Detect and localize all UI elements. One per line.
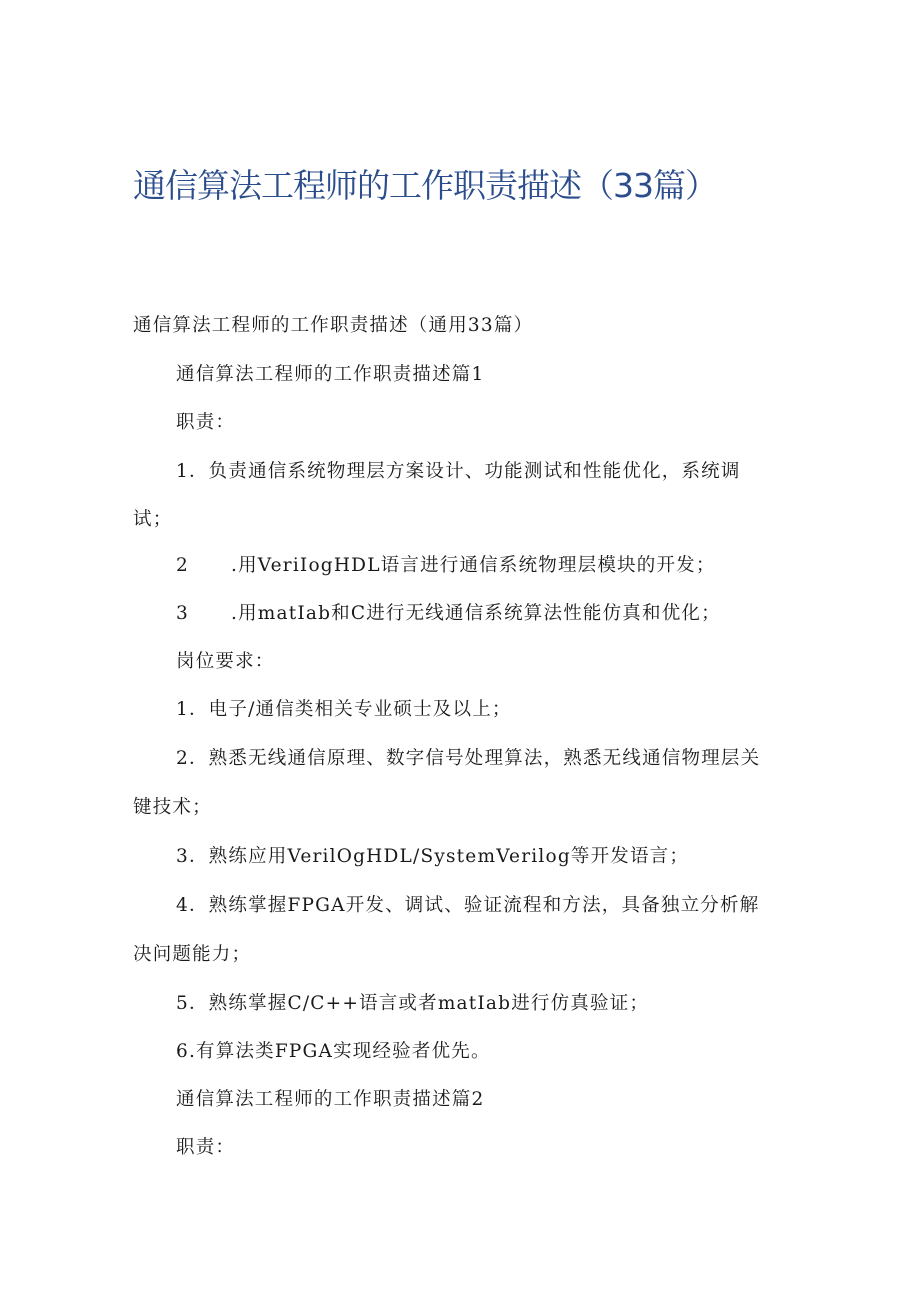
requirement-item-4-continued: 决问题能力；	[133, 944, 252, 965]
requirement-item-1: 1．电子/通信类相关专业硕士及以上；	[176, 699, 512, 720]
duty-item-3	[176, 602, 721, 626]
requirement-item-5: 5．熟练掌握C/C++语言或者matIab进行仿真验证；	[176, 993, 650, 1014]
duty-item-2	[176, 554, 716, 578]
document-subtitle: 通信算法工程师的工作职责描述（通用33篇）	[133, 315, 534, 336]
duty-item-1-continued: 试；	[133, 509, 173, 530]
requirement-item-3: 3．熟练应用VerilOgHDL/SystemVerilog等开发语言；	[176, 846, 690, 867]
requirement-item-2: 2．熟悉无线通信原理、数字信号处理算法，熟悉无线通信物理层关	[176, 748, 761, 769]
document-title: 通信算法工程师的工作职责描述（33篇）	[133, 166, 717, 205]
requirements-label: 岗位要求：	[176, 651, 275, 672]
duty-item-1: 1．负责通信系统物理层方案设计、功能测试和性能优化，系统调	[176, 461, 741, 482]
duties-label: 职责：	[176, 412, 236, 433]
duty-item-3-number: 3	[176, 603, 189, 624]
duty-item-2-number: 2	[176, 555, 189, 576]
section-heading: 通信算法工程师的工作职责描述篇1	[176, 364, 485, 385]
requirement-item-6: 6.有算法类FPGA实现经验者优先。	[176, 1041, 491, 1062]
duties-label-2: 职责：	[176, 1137, 236, 1158]
requirement-item-2-continued: 键技术；	[133, 797, 212, 818]
section-heading-2: 通信算法工程师的工作职责描述篇2	[176, 1089, 485, 1110]
requirement-item-4: 4．熟练掌握FPGA开发、调试、验证流程和方法，具备独立分析解	[176, 895, 760, 916]
duty-item-2-text: .用VeriIogHDL语言进行通信系统物理层模块的开发；	[230, 555, 716, 576]
duty-item-3-text: .用matIab和C进行无线通信系统算法性能仿真和优化；	[230, 603, 721, 624]
